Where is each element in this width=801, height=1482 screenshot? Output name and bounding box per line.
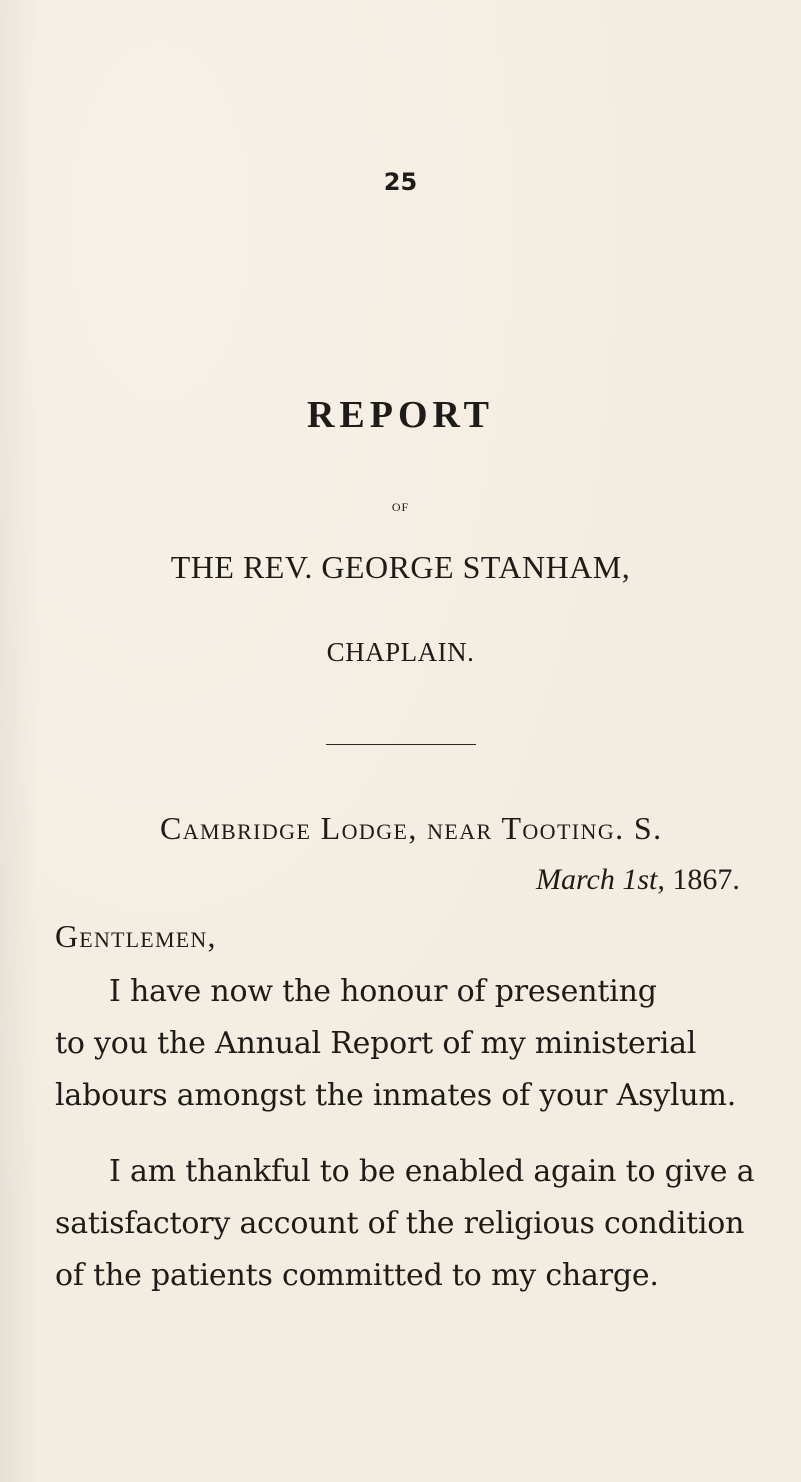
- paragraph-2-line-2: satisfactory account of the religious condition: [55, 1206, 745, 1241]
- paragraph-2-line-1: I am thankful to be enabled again to give a: [109, 1154, 755, 1189]
- report-title: REPORT: [306, 394, 494, 436]
- title-connector: OF: [391, 500, 410, 514]
- divider-rule: [326, 744, 476, 745]
- paragraph-1-line-2: to you the Annual Report of my ministerial: [55, 1026, 697, 1061]
- date-month-day: March 1st,: [536, 863, 665, 896]
- salutation: Gentlemen,: [55, 918, 217, 954]
- letter-date: [536, 863, 740, 897]
- letter-address: Cambridge Lodge, near Tooting. S.: [160, 810, 663, 846]
- paragraph-2-line-3: of the patients committed to my charge.: [55, 1258, 659, 1293]
- paragraph-1-line-1: I have now the honour of presenting: [109, 974, 657, 1009]
- date-year: 1867.: [672, 863, 740, 896]
- author-role: CHAPLAIN.: [326, 637, 475, 667]
- page-number: 25: [383, 168, 418, 196]
- author-name: THE REV. GEORGE STANHAM,: [170, 549, 631, 585]
- paragraph-1-line-3: labours amongst the inmates of your Asylum.: [55, 1078, 737, 1113]
